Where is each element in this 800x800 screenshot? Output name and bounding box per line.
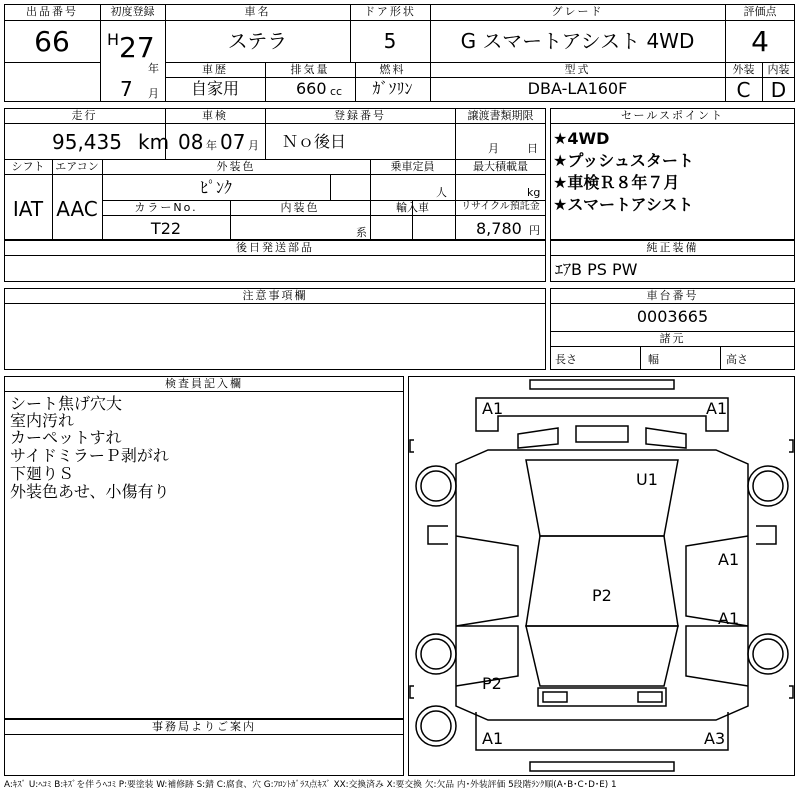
mileage: 95,435	[52, 130, 122, 154]
inspection-month: 07	[220, 130, 246, 154]
first-reg-year: 27	[119, 31, 155, 64]
inspector-line: シート焦げ穴大	[10, 394, 123, 413]
model: DBA-LA160F	[527, 79, 628, 98]
load-label: 最大積載量	[473, 160, 528, 173]
fuel-label: 燃料	[379, 63, 406, 76]
mark-right-rear: A1	[718, 609, 740, 628]
mark-center: P2	[592, 586, 612, 605]
color-no-label: カラーNo.	[134, 201, 198, 214]
year-unit: 年	[148, 62, 159, 75]
reg-number: Ｎｏ後日	[282, 132, 347, 151]
model-label: 型式	[564, 63, 591, 76]
mileage-unit: km	[138, 130, 170, 154]
reg-number-label: 登録番号	[334, 109, 386, 122]
exterior-label: 外装	[732, 63, 755, 76]
transfer-label: 譲渡書類期限	[467, 109, 534, 122]
inspector-line: 外装色あせ、小傷有り	[10, 482, 170, 501]
sales-point-item: ★車検Ｒ８年７月	[553, 173, 680, 192]
history: 自家用	[190, 79, 239, 98]
era: H	[107, 30, 120, 49]
interior-color-label: 内装色	[280, 201, 320, 214]
office-label: 事務局よりご案内	[152, 720, 256, 733]
grade-label: グレード	[551, 5, 604, 18]
mileage-label: 走行	[71, 109, 98, 122]
transfer-month-unit: 月	[488, 142, 499, 155]
mark-roof: U1	[636, 470, 658, 489]
transfer-day-unit: 日	[527, 142, 538, 155]
shift: IAT	[12, 197, 44, 221]
inspection-month-unit: 月	[248, 139, 259, 152]
sales-point-item: ★プッシュスタート	[553, 151, 694, 170]
interior-label: 内装	[767, 63, 790, 76]
exterior-grade: C	[736, 78, 751, 102]
car-name: ステラ	[227, 29, 288, 53]
dims-label: 諸元	[659, 332, 686, 345]
sales-points-label: セールスポイント	[620, 109, 724, 122]
first-reg-month: 7	[120, 77, 133, 101]
inspection-year-unit: 年	[206, 139, 217, 152]
interior-color-unit: 系	[356, 226, 367, 239]
color-no: T22	[150, 219, 182, 238]
load-unit: kg	[527, 186, 541, 199]
inspector-line: サイドミラーＰ剥がれ	[10, 446, 169, 465]
recycle-label: リサイクル預託金	[461, 201, 540, 212]
lot-number-label: 出品番号	[26, 5, 78, 18]
inspector-line: カーペットすれ	[10, 428, 122, 447]
mark-back-left: A1	[482, 729, 504, 748]
car-name-label: 車名	[244, 5, 271, 18]
inspector-line: 下廻りＳ	[10, 464, 75, 483]
later-parts-label: 後日発送部品	[236, 241, 314, 254]
month-unit: 月	[148, 87, 159, 100]
aircon-label: エアコン	[55, 160, 99, 173]
capacity-label: 乗車定員	[390, 160, 435, 173]
score: 4	[751, 25, 769, 58]
grade: G スマートアシスト 4WD	[460, 29, 695, 53]
width-label: 幅	[648, 353, 659, 366]
score-label: 評価点	[743, 5, 777, 18]
doors: 5	[383, 29, 397, 53]
length-label: 長さ	[555, 353, 577, 366]
equipment-label: 純正装備	[646, 241, 699, 254]
equipment-value: ｴｱB PS PW	[555, 260, 638, 279]
sales-point-item: ★4WD	[553, 129, 610, 148]
recycle-unit: 円	[529, 224, 540, 237]
displacement: 660	[296, 79, 327, 98]
mark-rear-left: P2	[482, 674, 502, 693]
mark-front-left: A1	[482, 399, 504, 418]
aircon: AAC	[56, 197, 98, 221]
interior-grade: D	[770, 78, 787, 102]
color-label: 外装色	[216, 160, 256, 173]
chassis-label: 車台番号	[646, 289, 699, 302]
inspection-year: 08	[178, 130, 204, 154]
inspection-label: 車検	[202, 109, 228, 122]
height-label: 高さ	[726, 353, 748, 366]
displacement-label: 排気量	[290, 63, 330, 76]
shift-label: シフト	[11, 160, 45, 173]
color: ﾋﾟﾝｸ	[199, 178, 232, 197]
recycle: 8,780	[476, 219, 522, 238]
inspector-line: 室内汚れ	[10, 411, 75, 430]
legend: A:ｷｽﾞ U:ﾍｺﾐ B:ｷｽﾞを伴うﾍｺﾐ P:要塗装 W:補修跡 S:錆 C:腐食、穴 G:ﾌﾛﾝﾄｶﾞﾗｽ点ｷｽﾞ XX:交換済み X:要交換 欠:欠品 内･外装評価 5段階ﾗﾝｸ順(A･B･C･D･E) 1	[4, 780, 617, 790]
sales-point-item: ★スマートアシスト	[553, 195, 694, 214]
inspector-label: 検査員記入欄	[165, 377, 243, 390]
notes-label: 注意事項欄	[242, 289, 308, 302]
mark-front-right: A1	[706, 399, 728, 418]
chassis-number: 0003665	[636, 307, 709, 326]
first-reg-label: 初度登録	[110, 5, 155, 18]
mark-back-right: A3	[704, 729, 726, 748]
lot-number: 66	[34, 25, 70, 58]
fuel: ｶﾞｿﾘﾝ	[372, 79, 413, 98]
history-label: 車歴	[202, 63, 228, 76]
import-label: 輸入車	[396, 201, 429, 214]
displacement-unit: cc	[330, 85, 343, 98]
capacity-unit: 人	[436, 186, 447, 199]
car-diagram	[408, 376, 795, 776]
door-label: ドア形状	[364, 5, 416, 18]
mark-right-front: A1	[718, 550, 740, 569]
